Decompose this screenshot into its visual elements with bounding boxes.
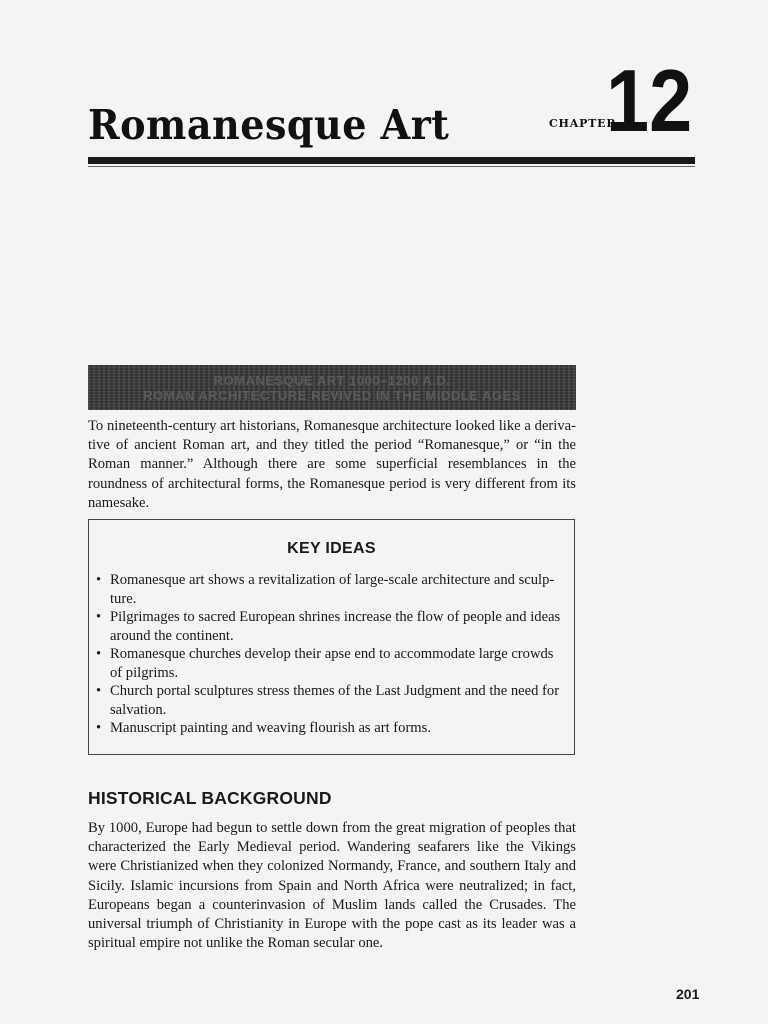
intro-paragraph: To nineteenth-century art historians, Romanesque architecture looked like a derivative of ancient Roman art, and they titled the period “Romanesque,” or “in the Roman manner.” Although there are some superficial resemblances in the roundness of architectural forms, the Romanesque period is very different from its namesake. (88, 418, 576, 511)
bullet-icon: • (96, 683, 102, 699)
bullet-icon: • (96, 720, 102, 736)
historical-background-paragraph: By 1000, Europe had begun to settle down from the great migration of peoples that characterized the Early Medieval period. Wandering seafarers like the Vikings were Christianized when they colonized Normandy, France, and southern Italy and Sicily. Islamic incursions from Spain and North Africa were neutralized; in fact, Europeans began a counterinvasion of Muslim lands called the Crusades. The universal triumph of Christianity in Europe with the pope cast as its leader was a spiritual empire not unlike the Roman secular one. (88, 820, 576, 952)
key-idea-text: Romanesque art shows a revitalization of large-scale architecture and sculpture. (110, 572, 555, 607)
key-ideas-heading: KEY IDEAS (287, 540, 376, 557)
title-rule-thin (88, 166, 695, 167)
section-heading: HISTORICAL BACKGROUND (88, 788, 332, 808)
banner-text (88, 373, 576, 403)
bullet-icon: • (96, 646, 102, 662)
section-banner (88, 365, 576, 410)
chapter-title: Romanesque Art (88, 101, 450, 149)
banner-line: ROMANESQUE ART 1000–1200 A.D. (213, 373, 451, 388)
key-idea-item (89, 682, 563, 719)
key-idea-item (89, 608, 563, 645)
banner-line: ROMAN ARCHITECTURE REVIVED IN THE MIDDLE AGES (143, 388, 521, 403)
key-idea-text: Pilgrimages to sacred European shrines increase the flow of people and ideas around the continent. (110, 609, 561, 644)
bullet-icon: • (96, 609, 102, 625)
bullet-icon: • (96, 572, 102, 588)
chapter-label: CHAPTER (549, 117, 617, 130)
key-idea-item (89, 645, 563, 682)
key-ideas-list (89, 571, 563, 738)
page-number: 201 (676, 986, 700, 1002)
key-idea-text: Manuscript painting and weaving flourish as art forms. (110, 720, 431, 736)
key-idea-item (89, 719, 563, 738)
key-idea-text: Church portal sculptures stress themes of the Last Judgment and the need for salvation. (110, 683, 560, 718)
key-ideas-box (88, 519, 575, 755)
key-idea-text: Romanesque churches develop their apse end to accommodate large crowds of pilgrims. (110, 646, 554, 681)
title-rule (88, 157, 695, 164)
chapter-number: 12 (606, 51, 693, 150)
key-idea-item (89, 571, 563, 608)
